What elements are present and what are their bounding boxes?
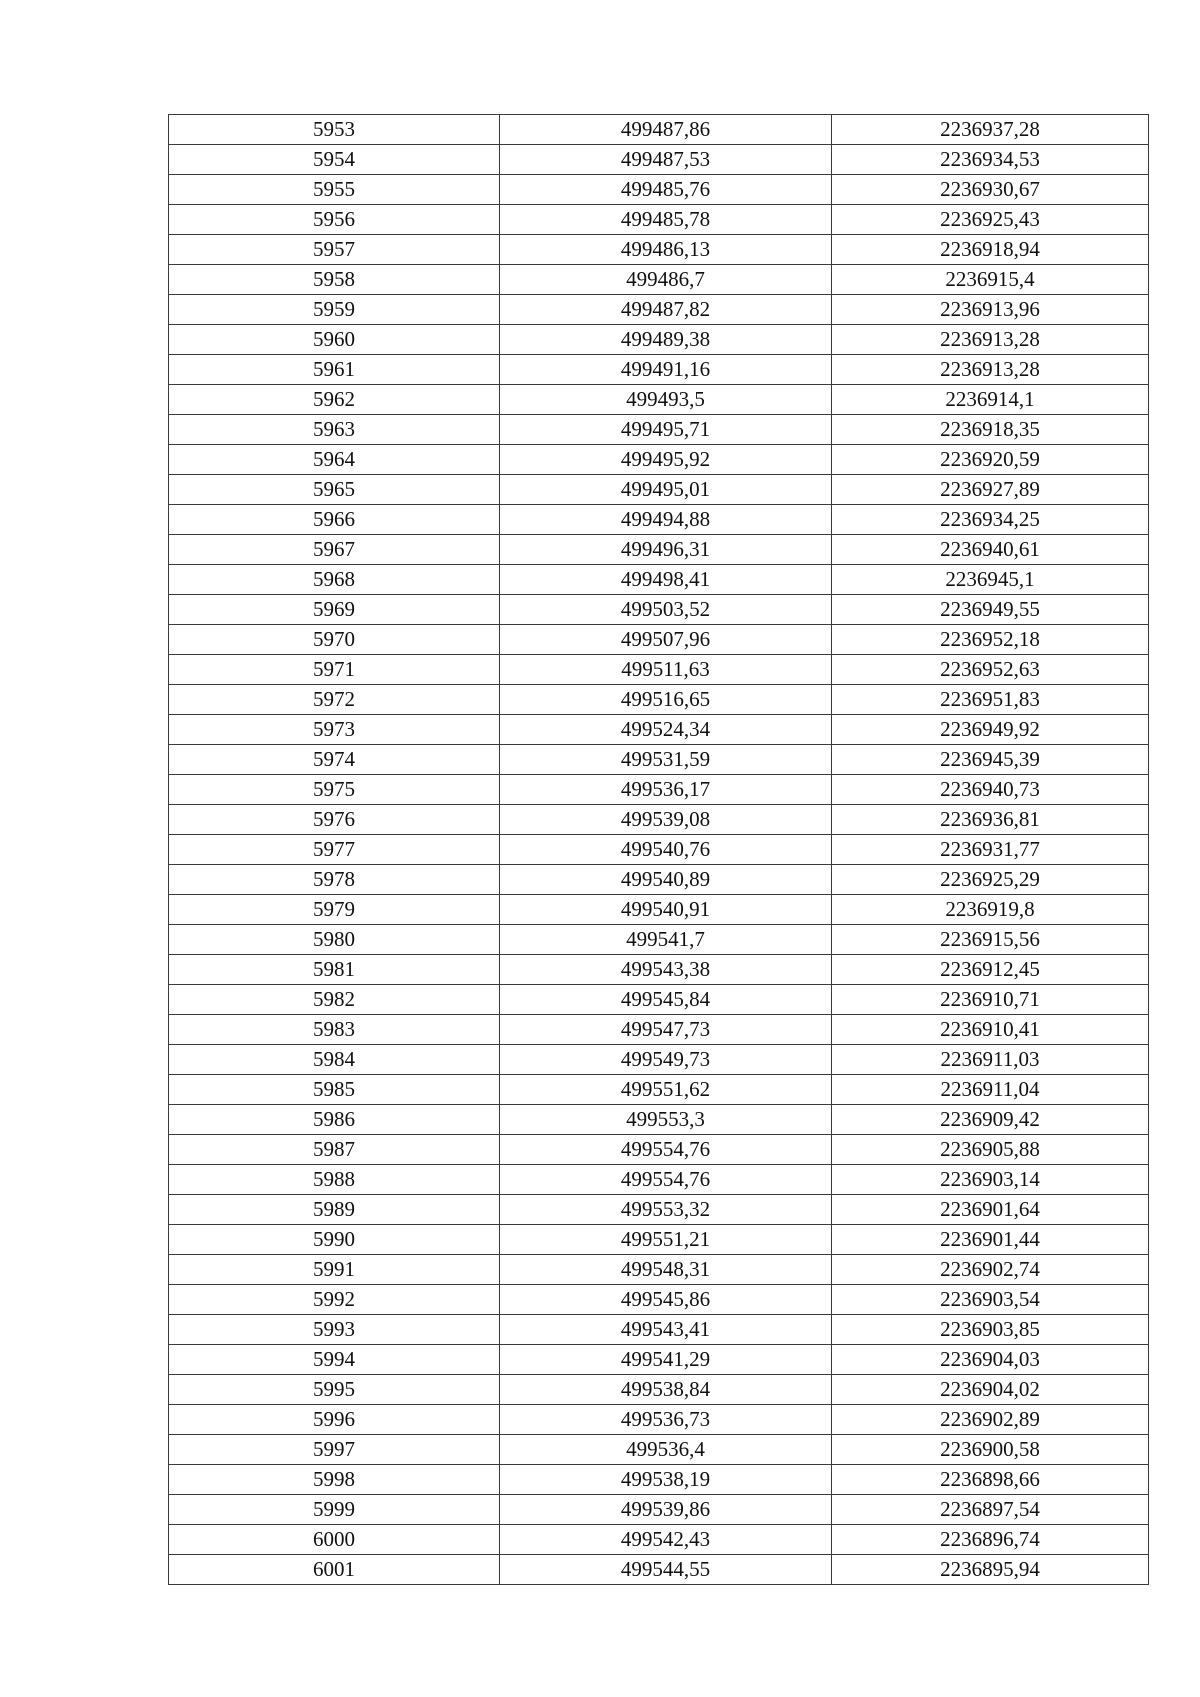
x-coordinate-cell: 499507,96 xyxy=(500,625,832,655)
y-coordinate-cell: 2236934,53 xyxy=(832,145,1149,175)
y-coordinate-cell: 2236925,29 xyxy=(832,865,1149,895)
table-row xyxy=(169,1255,1149,1285)
table-row xyxy=(169,145,1149,175)
table-row xyxy=(169,1045,1149,1075)
table-row xyxy=(169,1435,1149,1465)
y-coordinate-cell: 2236934,25 xyxy=(832,505,1149,535)
x-coordinate-cell: 499544,55 xyxy=(500,1555,832,1585)
table-row xyxy=(169,505,1149,535)
point-number-cell: 5962 xyxy=(169,385,500,415)
point-number-cell: 6000 xyxy=(169,1525,500,1555)
y-coordinate-cell: 2236919,8 xyxy=(832,895,1149,925)
x-coordinate-cell: 499496,31 xyxy=(500,535,832,565)
point-number-cell: 5957 xyxy=(169,235,500,265)
x-coordinate-cell: 499539,08 xyxy=(500,805,832,835)
x-coordinate-cell: 499485,76 xyxy=(500,175,832,205)
x-coordinate-cell: 499487,82 xyxy=(500,295,832,325)
x-coordinate-cell: 499495,71 xyxy=(500,415,832,445)
y-coordinate-cell: 2236903,14 xyxy=(832,1165,1149,1195)
x-coordinate-cell: 499554,76 xyxy=(500,1135,832,1165)
point-number-cell: 5965 xyxy=(169,475,500,505)
y-coordinate-cell: 2236936,81 xyxy=(832,805,1149,835)
x-coordinate-cell: 499485,78 xyxy=(500,205,832,235)
x-coordinate-cell: 499542,43 xyxy=(500,1525,832,1555)
y-coordinate-cell: 2236898,66 xyxy=(832,1465,1149,1495)
y-coordinate-cell: 2236913,28 xyxy=(832,355,1149,385)
point-number-cell: 5966 xyxy=(169,505,500,535)
table-row xyxy=(169,295,1149,325)
y-coordinate-cell: 2236951,83 xyxy=(832,685,1149,715)
x-coordinate-cell: 499539,86 xyxy=(500,1495,832,1525)
point-number-cell: 5960 xyxy=(169,325,500,355)
table-row xyxy=(169,955,1149,985)
y-coordinate-cell: 2236940,61 xyxy=(832,535,1149,565)
y-coordinate-cell: 2236918,35 xyxy=(832,415,1149,445)
point-number-cell: 5989 xyxy=(169,1195,500,1225)
x-coordinate-cell: 499540,76 xyxy=(500,835,832,865)
point-number-cell: 5988 xyxy=(169,1165,500,1195)
y-coordinate-cell: 2236949,92 xyxy=(832,715,1149,745)
point-number-cell: 5993 xyxy=(169,1315,500,1345)
table-row xyxy=(169,835,1149,865)
point-number-cell: 5996 xyxy=(169,1405,500,1435)
point-number-cell: 5978 xyxy=(169,865,500,895)
table-row xyxy=(169,655,1149,685)
x-coordinate-cell: 499547,73 xyxy=(500,1015,832,1045)
point-number-cell: 5967 xyxy=(169,535,500,565)
y-coordinate-cell: 2236913,96 xyxy=(832,295,1149,325)
y-coordinate-cell: 2236895,94 xyxy=(832,1555,1149,1585)
x-coordinate-cell: 499543,38 xyxy=(500,955,832,985)
x-coordinate-cell: 499486,13 xyxy=(500,235,832,265)
x-coordinate-cell: 499486,7 xyxy=(500,265,832,295)
y-coordinate-cell: 2236915,56 xyxy=(832,925,1149,955)
point-number-cell: 5956 xyxy=(169,205,500,235)
table-row xyxy=(169,205,1149,235)
table-row xyxy=(169,745,1149,775)
table-row xyxy=(169,775,1149,805)
table-row xyxy=(169,355,1149,385)
table-row xyxy=(169,1315,1149,1345)
y-coordinate-cell: 2236912,45 xyxy=(832,955,1149,985)
y-coordinate-cell: 2236945,1 xyxy=(832,565,1149,595)
x-coordinate-cell: 499549,73 xyxy=(500,1045,832,1075)
point-number-cell: 5953 xyxy=(169,115,500,145)
x-coordinate-cell: 499543,41 xyxy=(500,1315,832,1345)
table-row xyxy=(169,925,1149,955)
y-coordinate-cell: 2236904,02 xyxy=(832,1375,1149,1405)
point-number-cell: 5990 xyxy=(169,1225,500,1255)
x-coordinate-cell: 499489,38 xyxy=(500,325,832,355)
point-number-cell: 5954 xyxy=(169,145,500,175)
x-coordinate-cell: 499540,91 xyxy=(500,895,832,925)
x-coordinate-cell: 499545,84 xyxy=(500,985,832,1015)
y-coordinate-cell: 2236904,03 xyxy=(832,1345,1149,1375)
table-row xyxy=(169,1525,1149,1555)
x-coordinate-cell: 499536,4 xyxy=(500,1435,832,1465)
point-number-cell: 5963 xyxy=(169,415,500,445)
point-number-cell: 5959 xyxy=(169,295,500,325)
y-coordinate-cell: 2236905,88 xyxy=(832,1135,1149,1165)
table-row xyxy=(169,415,1149,445)
y-coordinate-cell: 2236902,74 xyxy=(832,1255,1149,1285)
y-coordinate-cell: 2236903,85 xyxy=(832,1315,1149,1345)
x-coordinate-cell: 499498,41 xyxy=(500,565,832,595)
point-number-cell: 5997 xyxy=(169,1435,500,1465)
point-number-cell: 5972 xyxy=(169,685,500,715)
y-coordinate-cell: 2236927,89 xyxy=(832,475,1149,505)
table-row xyxy=(169,565,1149,595)
table-row xyxy=(169,595,1149,625)
point-number-cell: 5971 xyxy=(169,655,500,685)
x-coordinate-cell: 499495,01 xyxy=(500,475,832,505)
y-coordinate-cell: 2236911,04 xyxy=(832,1075,1149,1105)
point-number-cell: 5977 xyxy=(169,835,500,865)
y-coordinate-cell: 2236915,4 xyxy=(832,265,1149,295)
point-number-cell: 5970 xyxy=(169,625,500,655)
table-row xyxy=(169,625,1149,655)
table-row xyxy=(169,865,1149,895)
point-number-cell: 5987 xyxy=(169,1135,500,1165)
x-coordinate-cell: 499548,31 xyxy=(500,1255,832,1285)
table-row xyxy=(169,265,1149,295)
table-row xyxy=(169,175,1149,205)
y-coordinate-cell: 2236925,43 xyxy=(832,205,1149,235)
table-row xyxy=(169,1015,1149,1045)
x-coordinate-cell: 499524,34 xyxy=(500,715,832,745)
y-coordinate-cell: 2236945,39 xyxy=(832,745,1149,775)
table-row xyxy=(169,1165,1149,1195)
point-number-cell: 5973 xyxy=(169,715,500,745)
point-number-cell: 5961 xyxy=(169,355,500,385)
y-coordinate-cell: 2236931,77 xyxy=(832,835,1149,865)
x-coordinate-cell: 499516,65 xyxy=(500,685,832,715)
table-row xyxy=(169,895,1149,925)
table-row xyxy=(169,325,1149,355)
point-number-cell: 5982 xyxy=(169,985,500,1015)
table-row xyxy=(169,1105,1149,1135)
y-coordinate-cell: 2236911,03 xyxy=(832,1045,1149,1075)
point-number-cell: 6001 xyxy=(169,1555,500,1585)
point-number-cell: 5991 xyxy=(169,1255,500,1285)
x-coordinate-cell: 499551,21 xyxy=(500,1225,832,1255)
point-number-cell: 5986 xyxy=(169,1105,500,1135)
table-row xyxy=(169,1285,1149,1315)
x-coordinate-cell: 499494,88 xyxy=(500,505,832,535)
y-coordinate-cell: 2236913,28 xyxy=(832,325,1149,355)
y-coordinate-cell: 2236896,74 xyxy=(832,1525,1149,1555)
x-coordinate-cell: 499554,76 xyxy=(500,1165,832,1195)
x-coordinate-cell: 499493,5 xyxy=(500,385,832,415)
x-coordinate-cell: 499545,86 xyxy=(500,1285,832,1315)
x-coordinate-cell: 499540,89 xyxy=(500,865,832,895)
x-coordinate-cell: 499531,59 xyxy=(500,745,832,775)
table-row xyxy=(169,1345,1149,1375)
table-row xyxy=(169,1195,1149,1225)
x-coordinate-cell: 499487,53 xyxy=(500,145,832,175)
x-coordinate-cell: 499538,19 xyxy=(500,1465,832,1495)
table-row xyxy=(169,1075,1149,1105)
table-row xyxy=(169,1225,1149,1255)
point-number-cell: 5984 xyxy=(169,1045,500,1075)
y-coordinate-cell: 2236949,55 xyxy=(832,595,1149,625)
table-row xyxy=(169,1465,1149,1495)
point-number-cell: 5992 xyxy=(169,1285,500,1315)
x-coordinate-cell: 499553,3 xyxy=(500,1105,832,1135)
coordinates-table-body xyxy=(169,115,1149,1585)
point-number-cell: 5976 xyxy=(169,805,500,835)
y-coordinate-cell: 2236910,71 xyxy=(832,985,1149,1015)
table-row xyxy=(169,985,1149,1015)
y-coordinate-cell: 2236940,73 xyxy=(832,775,1149,805)
table-row xyxy=(169,805,1149,835)
point-number-cell: 5994 xyxy=(169,1345,500,1375)
x-coordinate-cell: 499487,86 xyxy=(500,115,832,145)
x-coordinate-cell: 499538,84 xyxy=(500,1375,832,1405)
y-coordinate-cell: 2236930,67 xyxy=(832,175,1149,205)
y-coordinate-cell: 2236901,44 xyxy=(832,1225,1149,1255)
table-row xyxy=(169,1495,1149,1525)
point-number-cell: 5985 xyxy=(169,1075,500,1105)
point-number-cell: 5955 xyxy=(169,175,500,205)
table-row xyxy=(169,1555,1149,1585)
x-coordinate-cell: 499536,73 xyxy=(500,1405,832,1435)
coordinates-table xyxy=(168,114,1149,1585)
y-coordinate-cell: 2236897,54 xyxy=(832,1495,1149,1525)
table-row xyxy=(169,475,1149,505)
x-coordinate-cell: 499495,92 xyxy=(500,445,832,475)
y-coordinate-cell: 2236909,42 xyxy=(832,1105,1149,1135)
point-number-cell: 5964 xyxy=(169,445,500,475)
y-coordinate-cell: 2236903,54 xyxy=(832,1285,1149,1315)
point-number-cell: 5975 xyxy=(169,775,500,805)
y-coordinate-cell: 2236902,89 xyxy=(832,1405,1149,1435)
x-coordinate-cell: 499503,52 xyxy=(500,595,832,625)
point-number-cell: 5974 xyxy=(169,745,500,775)
x-coordinate-cell: 499536,17 xyxy=(500,775,832,805)
x-coordinate-cell: 499551,62 xyxy=(500,1075,832,1105)
x-coordinate-cell: 499553,32 xyxy=(500,1195,832,1225)
point-number-cell: 5999 xyxy=(169,1495,500,1525)
table-row xyxy=(169,535,1149,565)
point-number-cell: 5983 xyxy=(169,1015,500,1045)
table-row xyxy=(169,235,1149,265)
table-row xyxy=(169,685,1149,715)
y-coordinate-cell: 2236937,28 xyxy=(832,115,1149,145)
point-number-cell: 5958 xyxy=(169,265,500,295)
point-number-cell: 5995 xyxy=(169,1375,500,1405)
point-number-cell: 5981 xyxy=(169,955,500,985)
y-coordinate-cell: 2236910,41 xyxy=(832,1015,1149,1045)
y-coordinate-cell: 2236952,63 xyxy=(832,655,1149,685)
x-coordinate-cell: 499541,7 xyxy=(500,925,832,955)
point-number-cell: 5980 xyxy=(169,925,500,955)
table-row xyxy=(169,115,1149,145)
point-number-cell: 5979 xyxy=(169,895,500,925)
y-coordinate-cell: 2236914,1 xyxy=(832,385,1149,415)
x-coordinate-cell: 499541,29 xyxy=(500,1345,832,1375)
y-coordinate-cell: 2236901,64 xyxy=(832,1195,1149,1225)
table-row xyxy=(169,1405,1149,1435)
point-number-cell: 5968 xyxy=(169,565,500,595)
x-coordinate-cell: 499511,63 xyxy=(500,655,832,685)
point-number-cell: 5998 xyxy=(169,1465,500,1495)
x-coordinate-cell: 499491,16 xyxy=(500,355,832,385)
y-coordinate-cell: 2236952,18 xyxy=(832,625,1149,655)
table-row xyxy=(169,1135,1149,1165)
table-row xyxy=(169,385,1149,415)
point-number-cell: 5969 xyxy=(169,595,500,625)
table-row xyxy=(169,715,1149,745)
y-coordinate-cell: 2236920,59 xyxy=(832,445,1149,475)
y-coordinate-cell: 2236918,94 xyxy=(832,235,1149,265)
y-coordinate-cell: 2236900,58 xyxy=(832,1435,1149,1465)
table-row xyxy=(169,445,1149,475)
table-row xyxy=(169,1375,1149,1405)
